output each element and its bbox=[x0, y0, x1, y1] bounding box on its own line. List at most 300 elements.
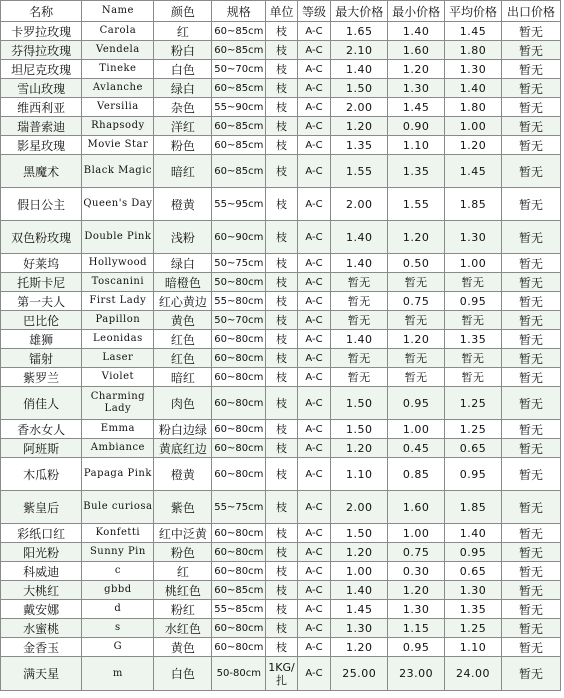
cell-color: 粉色 bbox=[154, 543, 212, 562]
cell-export-price: 暂无 bbox=[501, 581, 560, 600]
cell-export-price: 暂无 bbox=[501, 41, 560, 60]
cell-export-price: 暂无 bbox=[501, 254, 560, 273]
cell-grade: A-C bbox=[297, 458, 331, 491]
cell-spec: 60~85cm bbox=[212, 22, 266, 41]
cell-unit: 枝 bbox=[266, 524, 298, 543]
cell-name-cn: 木瓜粉 bbox=[1, 458, 82, 491]
header-min-price: 最小价格 bbox=[388, 1, 445, 22]
cell-avg-price: 1.35 bbox=[445, 600, 502, 619]
table-row bbox=[1, 387, 561, 420]
cell-avg-price: 1.40 bbox=[445, 524, 502, 543]
cell-max-price: 暂无 bbox=[331, 311, 388, 330]
cell-grade: A-C bbox=[297, 273, 331, 292]
cell-grade: A-C bbox=[297, 79, 331, 98]
cell-name-cn: 彩纸口红 bbox=[1, 524, 82, 543]
cell-name-en: Leonidas bbox=[82, 330, 154, 349]
cell-unit: 枝 bbox=[266, 562, 298, 581]
cell-color: 绿白 bbox=[154, 254, 212, 273]
cell-unit: 枝 bbox=[266, 368, 298, 387]
cell-spec: 60~85cm bbox=[212, 136, 266, 155]
cell-export-price: 暂无 bbox=[501, 439, 560, 458]
table-row bbox=[1, 98, 561, 117]
cell-color: 粉红 bbox=[154, 600, 212, 619]
cell-name-en: Double Pink bbox=[82, 221, 154, 254]
cell-color: 红心黄边 bbox=[154, 292, 212, 311]
cell-name-en: Charming Lady bbox=[82, 387, 154, 420]
table-header bbox=[1, 1, 561, 22]
cell-max-price: 1.35 bbox=[331, 136, 388, 155]
cell-name-en: Bule curiosa bbox=[82, 491, 154, 524]
cell-avg-price: 1.10 bbox=[445, 638, 502, 657]
cell-min-price: 0.75 bbox=[388, 292, 445, 311]
table-row bbox=[1, 524, 561, 543]
cell-min-price: 1.30 bbox=[388, 600, 445, 619]
table-row bbox=[1, 79, 561, 98]
cell-spec: 60~80cm bbox=[212, 458, 266, 491]
cell-export-price: 暂无 bbox=[501, 136, 560, 155]
cell-name-en: Queen's Day bbox=[82, 188, 154, 221]
cell-export-price: 暂无 bbox=[501, 524, 560, 543]
cell-name-cn: 金香玉 bbox=[1, 638, 82, 657]
table-row bbox=[1, 657, 561, 691]
cell-name-cn: 托斯卡尼 bbox=[1, 273, 82, 292]
cell-spec: 60~80cm bbox=[212, 330, 266, 349]
cell-name-cn: 紫皇后 bbox=[1, 491, 82, 524]
table-row bbox=[1, 543, 561, 562]
header-name-cn: 名称 bbox=[1, 1, 82, 22]
cell-color: 粉白边绿 bbox=[154, 420, 212, 439]
cell-name-en: Papaga Pink bbox=[82, 458, 154, 491]
cell-grade: A-C bbox=[297, 117, 331, 136]
cell-max-price: 1.40 bbox=[331, 60, 388, 79]
cell-color: 绿白 bbox=[154, 79, 212, 98]
cell-avg-price: 1.30 bbox=[445, 221, 502, 254]
cell-unit: 枝 bbox=[266, 349, 298, 368]
cell-spec: 60~85cm bbox=[212, 41, 266, 60]
cell-name-cn: 维西利亚 bbox=[1, 98, 82, 117]
table-row bbox=[1, 638, 561, 657]
cell-grade: A-C bbox=[297, 420, 331, 439]
cell-name-cn: 紫罗兰 bbox=[1, 368, 82, 387]
cell-grade: A-C bbox=[297, 581, 331, 600]
cell-unit: 枝 bbox=[266, 619, 298, 638]
cell-spec: 55~85cm bbox=[212, 600, 266, 619]
cell-min-price: 0.45 bbox=[388, 439, 445, 458]
cell-min-price: 0.95 bbox=[388, 638, 445, 657]
cell-export-price: 暂无 bbox=[501, 330, 560, 349]
cell-export-price: 暂无 bbox=[501, 600, 560, 619]
cell-name-cn: 阳光粉 bbox=[1, 543, 82, 562]
cell-export-price: 暂无 bbox=[501, 221, 560, 254]
cell-grade: A-C bbox=[297, 657, 331, 691]
cell-min-price: 1.10 bbox=[388, 136, 445, 155]
cell-spec: 60~90cm bbox=[212, 221, 266, 254]
cell-max-price: 2.00 bbox=[331, 491, 388, 524]
cell-min-price: 1.15 bbox=[388, 619, 445, 638]
cell-unit: 枝 bbox=[266, 221, 298, 254]
cell-max-price: 暂无 bbox=[331, 368, 388, 387]
cell-name-en: Movie Star bbox=[82, 136, 154, 155]
header-avg-price: 平均价格 bbox=[445, 1, 502, 22]
cell-avg-price: 1.85 bbox=[445, 491, 502, 524]
cell-avg-price: 1.45 bbox=[445, 22, 502, 41]
cell-color: 红 bbox=[154, 22, 212, 41]
header-unit: 单位 bbox=[266, 1, 298, 22]
cell-avg-price: 1.40 bbox=[445, 79, 502, 98]
cell-name-cn: 阿班斯 bbox=[1, 439, 82, 458]
table-body bbox=[1, 22, 561, 691]
cell-name-en: m bbox=[82, 657, 154, 691]
cell-grade: A-C bbox=[297, 638, 331, 657]
cell-grade: A-C bbox=[297, 254, 331, 273]
table-row bbox=[1, 600, 561, 619]
cell-color: 白色 bbox=[154, 657, 212, 691]
cell-color: 粉色 bbox=[154, 136, 212, 155]
cell-max-price: 1.20 bbox=[331, 439, 388, 458]
cell-max-price: 25.00 bbox=[331, 657, 388, 691]
cell-unit: 枝 bbox=[266, 41, 298, 60]
cell-spec: 50~80cm bbox=[212, 273, 266, 292]
cell-name-en: c bbox=[82, 562, 154, 581]
header-color: 颜色 bbox=[154, 1, 212, 22]
cell-color: 黄色 bbox=[154, 311, 212, 330]
cell-unit: 枝 bbox=[266, 155, 298, 188]
cell-avg-price: 1.25 bbox=[445, 619, 502, 638]
cell-avg-price: 1.45 bbox=[445, 155, 502, 188]
cell-avg-price: 1.30 bbox=[445, 60, 502, 79]
table-row bbox=[1, 292, 561, 311]
cell-name-cn: 香水女人 bbox=[1, 420, 82, 439]
cell-name-cn: 黑魔术 bbox=[1, 155, 82, 188]
cell-min-price: 1.60 bbox=[388, 41, 445, 60]
cell-min-price: 1.40 bbox=[388, 22, 445, 41]
cell-export-price: 暂无 bbox=[501, 387, 560, 420]
cell-color: 白色 bbox=[154, 60, 212, 79]
cell-name-cn: 好莱坞 bbox=[1, 254, 82, 273]
cell-avg-price: 0.95 bbox=[445, 543, 502, 562]
cell-min-price: 1.00 bbox=[388, 524, 445, 543]
cell-grade: A-C bbox=[297, 600, 331, 619]
cell-export-price: 暂无 bbox=[501, 458, 560, 491]
cell-max-price: 1.50 bbox=[331, 387, 388, 420]
cell-name-en: Laser bbox=[82, 349, 154, 368]
cell-spec: 60~80cm bbox=[212, 524, 266, 543]
table-row bbox=[1, 562, 561, 581]
cell-unit: 枝 bbox=[266, 581, 298, 600]
table-row bbox=[1, 41, 561, 60]
cell-name-en: s bbox=[82, 619, 154, 638]
table-row bbox=[1, 368, 561, 387]
cell-color: 桃红色 bbox=[154, 581, 212, 600]
cell-unit: 1KG/扎 bbox=[266, 657, 298, 691]
cell-name-en: First Lady bbox=[82, 292, 154, 311]
cell-min-price: 1.00 bbox=[388, 420, 445, 439]
cell-min-price: 1.20 bbox=[388, 581, 445, 600]
cell-grade: A-C bbox=[297, 330, 331, 349]
cell-name-en: Toscanini bbox=[82, 273, 154, 292]
cell-spec: 60~80cm bbox=[212, 439, 266, 458]
table-row bbox=[1, 22, 561, 41]
cell-max-price: 2.00 bbox=[331, 98, 388, 117]
cell-grade: A-C bbox=[297, 41, 331, 60]
cell-max-price: 1.55 bbox=[331, 155, 388, 188]
cell-export-price: 暂无 bbox=[501, 117, 560, 136]
cell-export-price: 暂无 bbox=[501, 311, 560, 330]
cell-spec: 60~80cm bbox=[212, 368, 266, 387]
cell-unit: 枝 bbox=[266, 117, 298, 136]
cell-avg-price: 1.20 bbox=[445, 136, 502, 155]
cell-name-cn: 戴安娜 bbox=[1, 600, 82, 619]
cell-grade: A-C bbox=[297, 491, 331, 524]
cell-name-cn: 镭射 bbox=[1, 349, 82, 368]
cell-name-cn: 坦尼克玫瑰 bbox=[1, 60, 82, 79]
cell-max-price: 1.50 bbox=[331, 79, 388, 98]
cell-unit: 枝 bbox=[266, 543, 298, 562]
cell-grade: A-C bbox=[297, 349, 331, 368]
cell-color: 暗橙色 bbox=[154, 273, 212, 292]
cell-name-cn: 满天星 bbox=[1, 657, 82, 691]
cell-color: 浅粉 bbox=[154, 221, 212, 254]
cell-min-price: 0.90 bbox=[388, 117, 445, 136]
cell-name-en: Violet bbox=[82, 368, 154, 387]
cell-color: 粉白 bbox=[154, 41, 212, 60]
cell-color: 黄色 bbox=[154, 638, 212, 657]
cell-grade: A-C bbox=[297, 155, 331, 188]
cell-min-price: 1.30 bbox=[388, 79, 445, 98]
cell-spec: 55~90cm bbox=[212, 98, 266, 117]
cell-avg-price: 1.80 bbox=[445, 41, 502, 60]
cell-name-en: Avlanche bbox=[82, 79, 154, 98]
cell-name-en: Sunny Pin bbox=[82, 543, 154, 562]
cell-min-price: 23.00 bbox=[388, 657, 445, 691]
cell-name-cn: 俏佳人 bbox=[1, 387, 82, 420]
cell-unit: 枝 bbox=[266, 273, 298, 292]
cell-color: 暗红 bbox=[154, 368, 212, 387]
cell-unit: 枝 bbox=[266, 254, 298, 273]
cell-avg-price: 1.25 bbox=[445, 420, 502, 439]
cell-max-price: 1.40 bbox=[331, 254, 388, 273]
cell-export-price: 暂无 bbox=[501, 22, 560, 41]
cell-max-price: 1.20 bbox=[331, 543, 388, 562]
cell-grade: A-C bbox=[297, 562, 331, 581]
cell-min-price: 0.85 bbox=[388, 458, 445, 491]
cell-export-price: 暂无 bbox=[501, 292, 560, 311]
cell-min-price: 1.35 bbox=[388, 155, 445, 188]
cell-avg-price: 1.80 bbox=[445, 98, 502, 117]
cell-grade: A-C bbox=[297, 188, 331, 221]
cell-avg-price: 暂无 bbox=[445, 311, 502, 330]
cell-export-price: 暂无 bbox=[501, 273, 560, 292]
cell-grade: A-C bbox=[297, 524, 331, 543]
cell-max-price: 1.45 bbox=[331, 600, 388, 619]
cell-unit: 枝 bbox=[266, 387, 298, 420]
cell-name-cn: 芬得拉玫瑰 bbox=[1, 41, 82, 60]
cell-name-cn: 双色粉玫瑰 bbox=[1, 221, 82, 254]
cell-spec: 60~80cm bbox=[212, 638, 266, 657]
cell-name-en: Papillon bbox=[82, 311, 154, 330]
cell-grade: A-C bbox=[297, 439, 331, 458]
cell-grade: A-C bbox=[297, 22, 331, 41]
cell-export-price: 暂无 bbox=[501, 638, 560, 657]
cell-name-cn: 雪山玫瑰 bbox=[1, 79, 82, 98]
cell-min-price: 0.30 bbox=[388, 562, 445, 581]
cell-export-price: 暂无 bbox=[501, 657, 560, 691]
cell-color: 红中泛黄 bbox=[154, 524, 212, 543]
table-row bbox=[1, 136, 561, 155]
cell-unit: 枝 bbox=[266, 292, 298, 311]
header-max-price: 最大价格 bbox=[331, 1, 388, 22]
cell-spec: 55~75cm bbox=[212, 491, 266, 524]
cell-grade: A-C bbox=[297, 60, 331, 79]
table-row bbox=[1, 458, 561, 491]
cell-unit: 枝 bbox=[266, 439, 298, 458]
cell-color: 红色 bbox=[154, 349, 212, 368]
cell-name-cn: 水蜜桃 bbox=[1, 619, 82, 638]
cell-name-en: G bbox=[82, 638, 154, 657]
cell-color: 杂色 bbox=[154, 98, 212, 117]
cell-max-price: 1.20 bbox=[331, 117, 388, 136]
cell-name-en: Rhapsody bbox=[82, 117, 154, 136]
cell-spec: 60~85cm bbox=[212, 79, 266, 98]
cell-export-price: 暂无 bbox=[501, 60, 560, 79]
cell-name-en: gbbd bbox=[82, 581, 154, 600]
cell-name-en: Hollywood bbox=[82, 254, 154, 273]
cell-export-price: 暂无 bbox=[501, 368, 560, 387]
cell-max-price: 1.00 bbox=[331, 562, 388, 581]
cell-avg-price: 暂无 bbox=[445, 273, 502, 292]
cell-min-price: 1.20 bbox=[388, 221, 445, 254]
header-spec: 规格 bbox=[212, 1, 266, 22]
cell-export-price: 暂无 bbox=[501, 349, 560, 368]
cell-unit: 枝 bbox=[266, 458, 298, 491]
cell-max-price: 1.40 bbox=[331, 221, 388, 254]
cell-avg-price: 1.30 bbox=[445, 581, 502, 600]
cell-unit: 枝 bbox=[266, 60, 298, 79]
cell-max-price: 1.40 bbox=[331, 581, 388, 600]
cell-color: 橙黄 bbox=[154, 188, 212, 221]
table-row bbox=[1, 581, 561, 600]
header-row bbox=[1, 1, 561, 22]
cell-min-price: 0.75 bbox=[388, 543, 445, 562]
cell-max-price: 暂无 bbox=[331, 273, 388, 292]
cell-min-price: 暂无 bbox=[388, 368, 445, 387]
cell-color: 红色 bbox=[154, 330, 212, 349]
cell-color: 紫色 bbox=[154, 491, 212, 524]
cell-unit: 枝 bbox=[266, 136, 298, 155]
cell-spec: 60~80cm bbox=[212, 619, 266, 638]
cell-spec: 60~85cm bbox=[212, 155, 266, 188]
cell-color: 洋红 bbox=[154, 117, 212, 136]
cell-name-en: Black Magic bbox=[82, 155, 154, 188]
header-export-price: 出口价格 bbox=[501, 1, 560, 22]
table-row bbox=[1, 330, 561, 349]
cell-grade: A-C bbox=[297, 292, 331, 311]
cell-export-price: 暂无 bbox=[501, 155, 560, 188]
header-grade: 等级 bbox=[297, 1, 331, 22]
cell-name-en: d bbox=[82, 600, 154, 619]
cell-avg-price: 暂无 bbox=[445, 368, 502, 387]
cell-name-en: Versilia bbox=[82, 98, 154, 117]
cell-unit: 枝 bbox=[266, 491, 298, 524]
cell-avg-price: 暂无 bbox=[445, 349, 502, 368]
cell-spec: 50-80cm bbox=[212, 657, 266, 691]
cell-grade: A-C bbox=[297, 619, 331, 638]
cell-avg-price: 1.00 bbox=[445, 254, 502, 273]
cell-color: 橙黄 bbox=[154, 458, 212, 491]
table-row bbox=[1, 117, 561, 136]
cell-name-en: Vendela bbox=[82, 41, 154, 60]
cell-name-cn: 大桃红 bbox=[1, 581, 82, 600]
cell-min-price: 0.50 bbox=[388, 254, 445, 273]
table-row bbox=[1, 491, 561, 524]
cell-avg-price: 1.85 bbox=[445, 188, 502, 221]
cell-unit: 枝 bbox=[266, 311, 298, 330]
cell-grade: A-C bbox=[297, 98, 331, 117]
cell-unit: 枝 bbox=[266, 22, 298, 41]
cell-min-price: 暂无 bbox=[388, 311, 445, 330]
cell-max-price: 1.50 bbox=[331, 420, 388, 439]
cell-avg-price: 0.95 bbox=[445, 292, 502, 311]
cell-export-price: 暂无 bbox=[501, 188, 560, 221]
cell-export-price: 暂无 bbox=[501, 562, 560, 581]
cell-name-cn: 影星玫瑰 bbox=[1, 136, 82, 155]
cell-unit: 枝 bbox=[266, 98, 298, 117]
cell-spec: 50~70cm bbox=[212, 311, 266, 330]
table-row bbox=[1, 311, 561, 330]
table-row bbox=[1, 254, 561, 273]
cell-max-price: 1.20 bbox=[331, 638, 388, 657]
cell-min-price: 1.45 bbox=[388, 98, 445, 117]
cell-name-en: Tineke bbox=[82, 60, 154, 79]
cell-export-price: 暂无 bbox=[501, 98, 560, 117]
cell-color: 红 bbox=[154, 562, 212, 581]
cell-name-en: Emma bbox=[82, 420, 154, 439]
cell-grade: A-C bbox=[297, 311, 331, 330]
cell-avg-price: 24.00 bbox=[445, 657, 502, 691]
cell-name-en: Carola bbox=[82, 22, 154, 41]
table-row bbox=[1, 439, 561, 458]
cell-name-cn: 卡罗拉玫瑰 bbox=[1, 22, 82, 41]
cell-spec: 60~85cm bbox=[212, 581, 266, 600]
table-row bbox=[1, 273, 561, 292]
cell-unit: 枝 bbox=[266, 79, 298, 98]
cell-name-en: Ambiance bbox=[82, 439, 154, 458]
cell-name-cn: 瑞普索迪 bbox=[1, 117, 82, 136]
cell-max-price: 2.10 bbox=[331, 41, 388, 60]
cell-min-price: 暂无 bbox=[388, 273, 445, 292]
cell-name-cn: 假日公主 bbox=[1, 188, 82, 221]
cell-min-price: 暂无 bbox=[388, 349, 445, 368]
cell-color: 水红色 bbox=[154, 619, 212, 638]
cell-spec: 55~80cm bbox=[212, 292, 266, 311]
cell-grade: A-C bbox=[297, 543, 331, 562]
table-row bbox=[1, 221, 561, 254]
table-row bbox=[1, 420, 561, 439]
cell-name-cn: 科威迪 bbox=[1, 562, 82, 581]
cell-avg-price: 1.35 bbox=[445, 330, 502, 349]
cell-grade: A-C bbox=[297, 368, 331, 387]
cell-export-price: 暂无 bbox=[501, 420, 560, 439]
cell-max-price: 1.65 bbox=[331, 22, 388, 41]
cell-spec: 60~85cm bbox=[212, 117, 266, 136]
table-row bbox=[1, 188, 561, 221]
cell-unit: 枝 bbox=[266, 330, 298, 349]
cell-spec: 50~70cm bbox=[212, 60, 266, 79]
cell-name-cn: 雄狮 bbox=[1, 330, 82, 349]
cell-grade: A-C bbox=[297, 221, 331, 254]
cell-min-price: 1.20 bbox=[388, 330, 445, 349]
cell-export-price: 暂无 bbox=[501, 491, 560, 524]
